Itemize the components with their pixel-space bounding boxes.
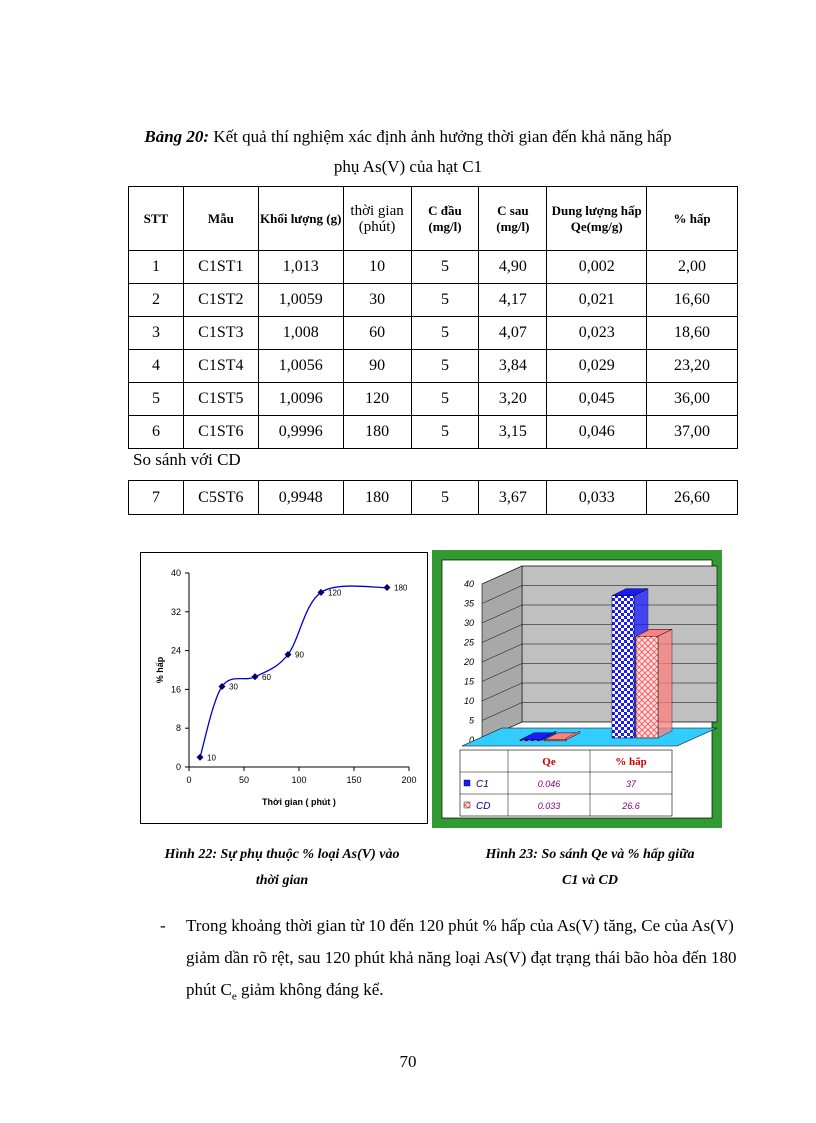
table-row [129,284,738,317]
figure-22-caption-line1: Hình 22: Sự phụ thuộc % loại As(V) vào [164,847,400,862]
table-cell: C1ST6 [183,416,258,449]
table-cell: 36,00 [647,383,738,416]
point-label: 180 [394,583,408,593]
bar [520,740,542,741]
chart-floor [462,728,717,746]
table-cell: 2 [129,284,184,317]
data-point [197,754,204,761]
table-cell: C1ST4 [183,350,258,383]
table-row [129,383,738,416]
table-cell: 1,0059 [258,284,343,317]
table-cell: 5 [411,383,479,416]
table-cell: 1,0056 [258,350,343,383]
table-cell: 6 [129,416,184,449]
y-tick-label: 20 [463,657,474,667]
x-tick-label: 100 [291,775,307,785]
table-cell: 5 [411,350,479,383]
table-cell: 26,60 [647,481,738,515]
line-chart [141,553,427,823]
table-cell: 0,033 [547,481,647,515]
bullet-text-main: Trong khoảng thời gian từ 10 đến 120 phút % hấp của As(V) tăng, Ce của As(V) giảm dần rõ rệt, sau 120 phút khả năng loại As(V) đạt trạng thái bão hòa đến 180 phút C [186,916,737,999]
data-point [384,584,391,591]
table-cell: C1ST3 [183,317,258,350]
results-table [128,186,738,449]
table-cell: 5 [129,383,184,416]
table-header-row [129,187,738,251]
table-cell: 5 [411,416,479,449]
compare-label: So sánh với CD [133,450,241,469]
table-row [129,350,738,383]
x-tick-label: 150 [346,775,362,785]
table-cell: C1ST1 [183,251,258,284]
caption-label: Bảng 20: [144,127,210,146]
table-cell: 120 [343,383,411,416]
legend-label: C1 [476,779,489,790]
table-cell: 180 [343,481,411,515]
table-cell: C1ST2 [183,284,258,317]
y-tick-label: 40 [170,568,181,578]
table-cell: 5 [411,284,479,317]
table-cell: 3 [129,317,184,350]
category-label: % hấp [615,756,647,768]
y-tick-label: 40 [463,579,474,589]
y-tick-label: 16 [170,684,181,695]
table-cell: 1,008 [258,317,343,350]
point-label: 30 [229,682,238,692]
table-cell: 5 [411,481,479,515]
line-chart-frame [140,552,428,824]
table-cell: 3,15 [479,416,547,449]
table-body [129,251,738,449]
table-cell: 1,013 [258,251,343,284]
table-row [129,481,738,515]
y-axis-label: % hấp [155,656,165,684]
bar-chart [432,550,722,828]
figure-23-caption-line2: C1 và CD [562,873,618,888]
y-tick-label: 10 [463,696,474,706]
bullet-subscript: e [231,990,237,1003]
x-tick-label: 0 [186,775,192,785]
compare-table [128,480,738,515]
bar [544,740,566,741]
table-cell: 60 [343,317,411,350]
table-cell: 0,045 [547,383,647,416]
point-label: 60 [262,672,271,682]
table-cell: 0,9996 [258,416,343,449]
data-label: 37 [625,779,637,789]
table-cell: 4,90 [479,251,547,284]
figure-22-caption [132,842,432,894]
bullet-text [186,910,740,1012]
data-label: 26.6 [622,801,640,811]
bullet-text-end: giảm không đáng kể. [236,980,384,999]
series-line [200,586,387,757]
figure-23-caption [445,842,735,894]
y-tick-label: 30 [463,618,474,628]
table-cell: 37,00 [647,416,738,449]
header-cell: C đầu (mg/l) [411,187,479,251]
y-tick-label: 24 [170,645,181,656]
x-tick-label: 50 [238,775,250,785]
table-row [129,251,738,284]
y-tick-label: 32 [170,606,181,617]
data-label: 0.046 [537,779,561,789]
point-label: 10 [207,753,216,763]
y-tick-label: 15 [463,676,474,687]
figure-23-caption-line1: Hình 23: So sánh Qe và % hấp giữa [485,847,695,862]
page-number: 70 [399,1052,417,1071]
table-cell: 4,17 [479,284,547,317]
caption-line1: Kết quả thí nghiệm xác định ảnh hưởng thời gian đến khả năng hấp [209,127,672,146]
y-tick-label: 25 [463,637,474,648]
data-point [252,673,259,680]
header-cell: Dung lượng hấp Qe(mg/g) [547,187,647,251]
table-cell: 0,002 [547,251,647,284]
table-cell: 10 [343,251,411,284]
bar-chart-frame [432,550,722,828]
table-cell: 0,9948 [258,481,343,515]
x-tick-label: 200 [401,775,417,785]
bar [636,636,658,738]
point-label: 120 [328,588,342,598]
table-cell: 180 [343,416,411,449]
caption-line2: phụ As(V) của hạt C1 [333,157,483,176]
bullet-dash: - [160,916,166,935]
header-cell: Khối lượng (g) [258,187,343,251]
category-label: Qe [542,756,556,768]
table-cell: 3,84 [479,350,547,383]
table-cell: 18,60 [647,317,738,350]
table-cell: 1,0096 [258,383,343,416]
header-cell: C sau (mg/l) [479,187,547,251]
header-cell: thời gian (phút) [343,187,411,251]
table-cell: 0,029 [547,350,647,383]
table-cell: 30 [343,284,411,317]
table-cell: 3,67 [479,481,547,515]
bar-side [658,629,672,738]
legend-swatch [464,780,470,786]
y-tick-label: 5 [468,715,474,726]
bar [612,596,634,738]
header-cell: STT [129,187,184,251]
table-cell: 7 [129,481,184,515]
header-cell: Mẫu [183,187,258,251]
table-cell: 5 [411,251,479,284]
table-cell: 4 [129,350,184,383]
point-label: 90 [295,650,304,660]
figure-22-caption-line2: thời gian [255,873,309,888]
y-tick-label: 0 [175,762,181,772]
table-cell: 1 [129,251,184,284]
legend-swatch [464,802,470,808]
table-cell: 0,021 [547,284,647,317]
legend-label: CD [476,801,491,812]
y-tick-label: 35 [463,598,474,609]
table-row [129,416,738,449]
table-row [129,317,738,350]
table-cell: 2,00 [647,251,738,284]
table-cell: C1ST5 [183,383,258,416]
x-axis-label: Thời gian ( phút ) [262,797,336,807]
table-cell: 4,07 [479,317,547,350]
table-cell: 0,046 [547,416,647,449]
header-cell: % hấp [647,187,738,251]
data-label: 0.033 [537,801,561,811]
y-tick-label: 8 [175,723,181,734]
table-cell: 16,60 [647,284,738,317]
table-cell: 90 [343,350,411,383]
table-cell: 5 [411,317,479,350]
y-tick-label: 0 [468,735,474,745]
bullet-paragraph [160,910,740,1012]
table-cell: 3,20 [479,383,547,416]
table-caption [0,122,816,182]
table-cell: 0,023 [547,317,647,350]
table-cell: 23,20 [647,350,738,383]
table-cell: C5ST6 [183,481,258,515]
